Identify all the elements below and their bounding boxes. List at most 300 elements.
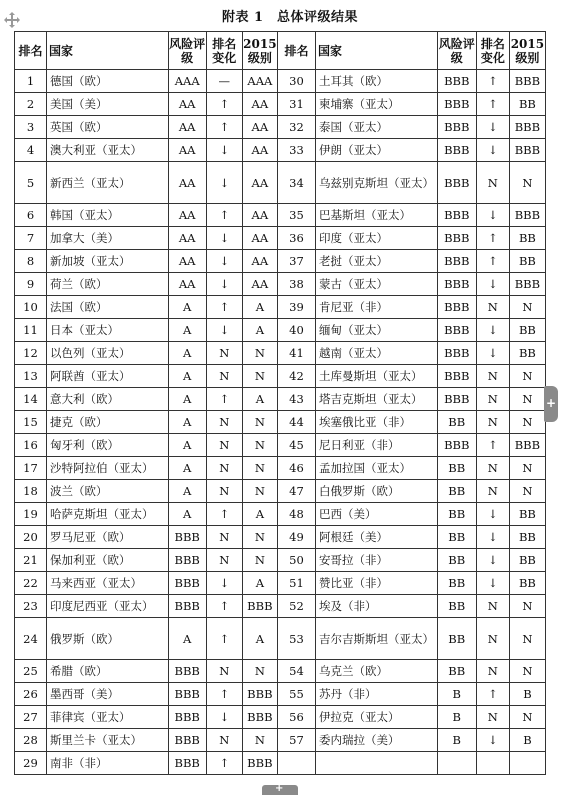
grade-2015-cell: BB xyxy=(509,503,545,526)
rank-cell: 15 xyxy=(15,411,47,434)
risk-rating-cell: BBB xyxy=(168,683,206,706)
rank-change-cell: ↓ xyxy=(476,204,509,227)
country-cell: 韩国（亚太） xyxy=(46,204,168,227)
risk-rating-cell: BBB xyxy=(437,70,476,93)
risk-rating-cell: AA xyxy=(168,162,206,204)
risk-rating-cell: BB xyxy=(437,526,476,549)
grade-2015-cell: AAA xyxy=(242,70,277,93)
rank-cell: 13 xyxy=(15,365,47,388)
table-row xyxy=(15,116,546,139)
country-cell: 巴西（美） xyxy=(316,503,438,526)
rank-change-cell: ↓ xyxy=(206,319,242,342)
rank-cell: 5 xyxy=(15,162,47,204)
table-row xyxy=(15,162,546,204)
table-row xyxy=(15,204,546,227)
risk-rating-cell: BBB xyxy=(437,273,476,296)
grade-2015-cell: BBB xyxy=(242,595,277,618)
country-cell: 哈萨克斯坦（亚太） xyxy=(46,503,168,526)
country-cell: 巴基斯坦（亚太） xyxy=(316,204,438,227)
rank-cell: 32 xyxy=(277,116,315,139)
risk-rating-cell: A xyxy=(168,319,206,342)
country-cell: 菲律宾（亚太） xyxy=(46,706,168,729)
rank-change-cell: ↓ xyxy=(476,342,509,365)
risk-rating-cell: AA xyxy=(168,139,206,162)
rank-change-cell: N xyxy=(206,342,242,365)
rank-change-cell: ↑ xyxy=(206,116,242,139)
risk-rating-cell: BB xyxy=(437,595,476,618)
country-cell: 英国（欧） xyxy=(46,116,168,139)
grade-2015-cell: BBB xyxy=(509,70,545,93)
rank-cell: 1 xyxy=(15,70,47,93)
country-cell: 新加坡（亚太） xyxy=(46,250,168,273)
country-cell: 墨西哥（美） xyxy=(46,683,168,706)
rank-cell: 39 xyxy=(277,296,315,319)
country-cell: 阿根廷（美） xyxy=(316,526,438,549)
grade-2015-cell: A xyxy=(242,618,277,660)
header-rank-change: 排名变化 xyxy=(206,32,242,70)
rank-change-cell: N xyxy=(476,480,509,503)
rank-change-cell: ↓ xyxy=(476,139,509,162)
rank-cell: 47 xyxy=(277,480,315,503)
risk-rating-cell: BB xyxy=(437,618,476,660)
rank-cell: 8 xyxy=(15,250,47,273)
rank-change-cell: ↑ xyxy=(206,503,242,526)
rank-cell: 27 xyxy=(15,706,47,729)
risk-rating-cell: BBB xyxy=(437,162,476,204)
country-cell: 匈牙利（欧） xyxy=(46,434,168,457)
country-cell: 尼日利亚（非） xyxy=(316,434,438,457)
rank-change-cell: ↓ xyxy=(476,526,509,549)
risk-rating-cell: A xyxy=(168,365,206,388)
country-cell: 日本（亚太） xyxy=(46,319,168,342)
grade-2015-cell: A xyxy=(242,572,277,595)
table-row xyxy=(15,618,546,660)
country-cell: 保加利亚（欧） xyxy=(46,549,168,572)
grade-2015-cell: N xyxy=(242,729,277,752)
grade-2015-cell: B xyxy=(509,729,545,752)
grade-2015-cell: BBB xyxy=(242,752,277,775)
rank-change-cell xyxy=(476,752,509,775)
grade-2015-cell: B xyxy=(509,683,545,706)
risk-rating-cell xyxy=(437,752,476,775)
country-cell: 塔吉克斯坦（亚太） xyxy=(316,388,438,411)
table-row xyxy=(15,296,546,319)
grade-2015-cell: N xyxy=(509,480,545,503)
rank-cell: 48 xyxy=(277,503,315,526)
country-cell: 肯尼亚（非） xyxy=(316,296,438,319)
country-cell: 希腊（欧） xyxy=(46,660,168,683)
rank-cell: 36 xyxy=(277,227,315,250)
rank-change-cell: ↑ xyxy=(206,752,242,775)
country-cell: 沙特阿拉伯（亚太） xyxy=(46,457,168,480)
rank-change-cell: N xyxy=(476,595,509,618)
plus-icon: + xyxy=(275,783,284,794)
risk-rating-cell: BBB xyxy=(168,660,206,683)
grade-2015-cell: BB xyxy=(509,572,545,595)
country-cell: 埃塞俄比亚（非） xyxy=(316,411,438,434)
rank-cell: 18 xyxy=(15,480,47,503)
rank-change-cell: N xyxy=(476,388,509,411)
rank-change-cell: ↑ xyxy=(206,388,242,411)
grade-2015-cell: BBB xyxy=(509,434,545,457)
rank-change-cell: ↑ xyxy=(206,683,242,706)
table-row xyxy=(15,365,546,388)
header-row xyxy=(15,32,546,70)
risk-rating-cell: B xyxy=(437,683,476,706)
grade-2015-cell: BB xyxy=(509,526,545,549)
grade-2015-cell: BBB xyxy=(509,204,545,227)
rank-cell: 53 xyxy=(277,618,315,660)
rank-cell: 42 xyxy=(277,365,315,388)
risk-rating-cell: BBB xyxy=(437,139,476,162)
risk-rating-cell: BBB xyxy=(437,365,476,388)
country-cell: 以色列（亚太） xyxy=(46,342,168,365)
rank-cell: 57 xyxy=(277,729,315,752)
rank-cell: 50 xyxy=(277,549,315,572)
rank-change-cell: ↓ xyxy=(206,273,242,296)
rank-change-cell: ↓ xyxy=(476,572,509,595)
rank-change-cell: ↓ xyxy=(206,250,242,273)
grade-2015-cell: AA xyxy=(242,93,277,116)
grade-2015-cell: AA xyxy=(242,204,277,227)
table-title: 附表 1 总体评级结果 xyxy=(221,10,359,25)
risk-rating-cell: AA xyxy=(168,273,206,296)
rank-change-cell: N xyxy=(476,706,509,729)
bottom-expand-tab[interactable] xyxy=(262,785,298,795)
risk-rating-cell: B xyxy=(437,729,476,752)
country-cell: 越南（亚太） xyxy=(316,342,438,365)
country-cell: 波兰（欧） xyxy=(46,480,168,503)
country-cell: 德国（欧） xyxy=(46,70,168,93)
rank-change-cell: ↓ xyxy=(476,116,509,139)
rank-cell: 17 xyxy=(15,457,47,480)
table-row xyxy=(15,572,546,595)
table-row xyxy=(15,706,546,729)
rank-change-cell: N xyxy=(206,411,242,434)
rank-cell: 46 xyxy=(277,457,315,480)
table-row xyxy=(15,319,546,342)
country-cell: 伊拉克（亚太） xyxy=(316,706,438,729)
country-cell: 埃及（非） xyxy=(316,595,438,618)
header-2015-grade: 2015级别 xyxy=(509,32,545,70)
risk-rating-cell: BB xyxy=(437,480,476,503)
risk-rating-cell: BB xyxy=(437,572,476,595)
grade-2015-cell: A xyxy=(242,319,277,342)
grade-2015-cell: A xyxy=(242,503,277,526)
risk-rating-cell: A xyxy=(168,296,206,319)
table-row xyxy=(15,660,546,683)
risk-rating-cell: A xyxy=(168,503,206,526)
rank-cell: 54 xyxy=(277,660,315,683)
table-row xyxy=(15,503,546,526)
rank-change-cell: ↓ xyxy=(206,227,242,250)
header-2015-grade: 2015级别 xyxy=(242,32,277,70)
grade-2015-cell: BB xyxy=(509,319,545,342)
risk-rating-cell: BBB xyxy=(168,729,206,752)
country-cell: 孟加拉国（亚太） xyxy=(316,457,438,480)
rank-change-cell: ↑ xyxy=(476,70,509,93)
rank-change-cell: — xyxy=(206,70,242,93)
risk-rating-cell: BBB xyxy=(437,116,476,139)
rank-cell: 49 xyxy=(277,526,315,549)
country-cell: 委内瑞拉（美） xyxy=(316,729,438,752)
country-cell: 新西兰（亚太） xyxy=(46,162,168,204)
country-cell: 白俄罗斯（欧） xyxy=(316,480,438,503)
rank-cell: 30 xyxy=(277,70,315,93)
risk-rating-cell: BBB xyxy=(168,549,206,572)
risk-rating-cell: BB xyxy=(437,503,476,526)
table-row xyxy=(15,457,546,480)
risk-rating-cell: BBB xyxy=(168,572,206,595)
table-row xyxy=(15,683,546,706)
rank-change-cell: N xyxy=(206,434,242,457)
table-row xyxy=(15,342,546,365)
risk-rating-cell: BBB xyxy=(437,93,476,116)
table-row xyxy=(15,273,546,296)
risk-rating-cell: BBB xyxy=(437,319,476,342)
rank-cell: 14 xyxy=(15,388,47,411)
country-cell: 吉尔吉斯斯坦（亚太） xyxy=(316,618,438,660)
plus-icon: + xyxy=(546,396,557,410)
grade-2015-cell: AA xyxy=(242,162,277,204)
rank-cell: 9 xyxy=(15,273,47,296)
header-risk-rating: 风险评级 xyxy=(437,32,476,70)
risk-rating-cell: AA xyxy=(168,250,206,273)
risk-rating-cell: BBB xyxy=(168,752,206,775)
country-cell: 印度（亚太） xyxy=(316,227,438,250)
rank-cell: 2 xyxy=(15,93,47,116)
rank-cell: 31 xyxy=(277,93,315,116)
grade-2015-cell: N xyxy=(242,457,277,480)
grade-2015-cell: N xyxy=(509,296,545,319)
rank-change-cell: N xyxy=(206,480,242,503)
table-row xyxy=(15,411,546,434)
risk-rating-cell: BB xyxy=(437,549,476,572)
risk-rating-cell: BBB xyxy=(437,342,476,365)
rank-cell: 26 xyxy=(15,683,47,706)
country-cell: 阿联酋（亚太） xyxy=(46,365,168,388)
country-cell: 美国（美） xyxy=(46,93,168,116)
rank-change-cell: ↑ xyxy=(206,296,242,319)
grade-2015-cell: BB xyxy=(509,342,545,365)
rank-cell: 6 xyxy=(15,204,47,227)
grade-2015-cell: N xyxy=(509,660,545,683)
country-cell: 土库曼斯坦（亚太） xyxy=(316,365,438,388)
risk-rating-cell: BBB xyxy=(437,434,476,457)
grade-2015-cell: N xyxy=(242,660,277,683)
rank-change-cell: N xyxy=(206,729,242,752)
risk-rating-cell: AAA xyxy=(168,70,206,93)
country-cell: 加拿大（美） xyxy=(46,227,168,250)
risk-rating-cell: BB xyxy=(437,457,476,480)
grade-2015-cell: N xyxy=(242,411,277,434)
country-cell: 蒙古（亚太） xyxy=(316,273,438,296)
rank-cell: 25 xyxy=(15,660,47,683)
rank-change-cell: N xyxy=(206,457,242,480)
country-cell: 伊朗（亚太） xyxy=(316,139,438,162)
rank-change-cell: ↑ xyxy=(476,227,509,250)
header-country: 国家 xyxy=(46,32,168,70)
table-row xyxy=(15,434,546,457)
country-cell: 南非（非） xyxy=(46,752,168,775)
grade-2015-cell: N xyxy=(242,434,277,457)
table-row xyxy=(15,70,546,93)
rank-cell: 40 xyxy=(277,319,315,342)
rank-change-cell: ↑ xyxy=(476,250,509,273)
country-cell: 乌兹别克斯坦（亚太） xyxy=(316,162,438,204)
rank-change-cell: N xyxy=(206,660,242,683)
rank-change-cell: ↓ xyxy=(206,572,242,595)
grade-2015-cell: AA xyxy=(242,273,277,296)
rank-change-cell: ↓ xyxy=(476,549,509,572)
rank-change-cell: N xyxy=(206,549,242,572)
rank-change-cell: N xyxy=(476,365,509,388)
rank-change-cell: ↑ xyxy=(206,595,242,618)
risk-rating-cell: A xyxy=(168,342,206,365)
header-country: 国家 xyxy=(316,32,438,70)
rank-cell: 3 xyxy=(15,116,47,139)
grade-2015-cell: BBB xyxy=(509,139,545,162)
country-cell: 法国（欧） xyxy=(46,296,168,319)
risk-rating-cell: A xyxy=(168,434,206,457)
grade-2015-cell: BB xyxy=(509,549,545,572)
risk-rating-cell: A xyxy=(168,480,206,503)
grade-2015-cell: N xyxy=(509,618,545,660)
rank-cell: 44 xyxy=(277,411,315,434)
country-cell: 罗马尼亚（欧） xyxy=(46,526,168,549)
rank-change-cell: ↓ xyxy=(476,729,509,752)
table-row xyxy=(15,388,546,411)
grade-2015-cell: AA xyxy=(242,227,277,250)
grade-2015-cell: AA xyxy=(242,250,277,273)
rank-change-cell: ↓ xyxy=(476,503,509,526)
rating-table xyxy=(14,31,546,775)
country-cell: 捷克（欧） xyxy=(46,411,168,434)
rank-cell: 56 xyxy=(277,706,315,729)
grade-2015-cell: N xyxy=(509,595,545,618)
rank-change-cell: ↓ xyxy=(476,319,509,342)
rank-cell: 11 xyxy=(15,319,47,342)
table-row xyxy=(15,139,546,162)
table-row xyxy=(15,227,546,250)
risk-rating-cell: A xyxy=(168,388,206,411)
country-cell: 老挝（亚太） xyxy=(316,250,438,273)
grade-2015-cell: BBB xyxy=(242,706,277,729)
rank-cell: 10 xyxy=(15,296,47,319)
grade-2015-cell: BB xyxy=(509,93,545,116)
rank-change-cell: ↑ xyxy=(206,618,242,660)
rank-change-cell: ↓ xyxy=(476,273,509,296)
risk-rating-cell: BBB xyxy=(437,250,476,273)
rank-cell: 28 xyxy=(15,729,47,752)
rank-cell: 23 xyxy=(15,595,47,618)
risk-rating-cell: AA xyxy=(168,227,206,250)
rank-cell xyxy=(277,752,315,775)
rank-cell: 19 xyxy=(15,503,47,526)
rank-cell: 35 xyxy=(277,204,315,227)
grade-2015-cell: N xyxy=(509,162,545,204)
table-row xyxy=(15,480,546,503)
country-cell: 荷兰（欧） xyxy=(46,273,168,296)
risk-rating-cell: BB xyxy=(437,660,476,683)
grade-2015-cell: AA xyxy=(242,139,277,162)
country-cell: 澳大利亚（亚太） xyxy=(46,139,168,162)
country-cell: 缅甸（亚太） xyxy=(316,319,438,342)
risk-rating-cell: BBB xyxy=(168,595,206,618)
grade-2015-cell: A xyxy=(242,296,277,319)
risk-rating-cell: BB xyxy=(437,411,476,434)
risk-rating-cell: AA xyxy=(168,116,206,139)
country-cell: 乌克兰（欧） xyxy=(316,660,438,683)
rank-cell: 55 xyxy=(277,683,315,706)
grade-2015-cell: AA xyxy=(242,116,277,139)
grade-2015-cell: N xyxy=(509,411,545,434)
rank-change-cell: N xyxy=(476,618,509,660)
rank-change-cell: N xyxy=(476,162,509,204)
table-row xyxy=(15,549,546,572)
table-body xyxy=(15,70,546,775)
risk-rating-cell: BBB xyxy=(168,706,206,729)
table-row xyxy=(15,595,546,618)
grade-2015-cell: N xyxy=(509,706,545,729)
rank-cell: 22 xyxy=(15,572,47,595)
rank-cell: 12 xyxy=(15,342,47,365)
grade-2015-cell: N xyxy=(242,342,277,365)
rank-cell: 52 xyxy=(277,595,315,618)
rank-cell: 16 xyxy=(15,434,47,457)
grade-2015-cell: N xyxy=(242,549,277,572)
rank-change-cell: N xyxy=(476,457,509,480)
header-rank: 排名 xyxy=(277,32,315,70)
country-cell: 俄罗斯（欧） xyxy=(46,618,168,660)
rank-change-cell: N xyxy=(206,365,242,388)
risk-rating-cell: A xyxy=(168,618,206,660)
country-cell: 泰国（亚太） xyxy=(316,116,438,139)
risk-rating-cell: BBB xyxy=(168,526,206,549)
header-rank: 排名 xyxy=(15,32,47,70)
rank-cell: 43 xyxy=(277,388,315,411)
grade-2015-cell: BB xyxy=(509,227,545,250)
country-cell: 马来西亚（亚太） xyxy=(46,572,168,595)
table-row xyxy=(15,93,546,116)
rank-cell: 20 xyxy=(15,526,47,549)
grade-2015-cell: N xyxy=(509,388,545,411)
country-cell: 柬埔寨（亚太） xyxy=(316,93,438,116)
rank-cell: 38 xyxy=(277,273,315,296)
table-row xyxy=(15,526,546,549)
country-cell: 赞比亚（非） xyxy=(316,572,438,595)
side-expand-tab[interactable] xyxy=(544,386,558,422)
risk-rating-cell: BBB xyxy=(437,204,476,227)
rank-change-cell: N xyxy=(206,526,242,549)
risk-rating-cell: A xyxy=(168,457,206,480)
rank-cell: 24 xyxy=(15,618,47,660)
grade-2015-cell: N xyxy=(509,457,545,480)
grade-2015-cell: BBB xyxy=(242,683,277,706)
rank-cell: 41 xyxy=(277,342,315,365)
country-cell: 意大利（欧） xyxy=(46,388,168,411)
risk-rating-cell: BBB xyxy=(437,388,476,411)
header-risk-rating: 风险评级 xyxy=(168,32,206,70)
rank-cell: 21 xyxy=(15,549,47,572)
risk-rating-cell: BBB xyxy=(437,296,476,319)
country-cell: 印度尼西亚（亚太） xyxy=(46,595,168,618)
rank-cell: 29 xyxy=(15,752,47,775)
grade-2015-cell: N xyxy=(242,526,277,549)
rank-cell: 34 xyxy=(277,162,315,204)
table-row xyxy=(15,729,546,752)
rank-change-cell: ↑ xyxy=(476,434,509,457)
